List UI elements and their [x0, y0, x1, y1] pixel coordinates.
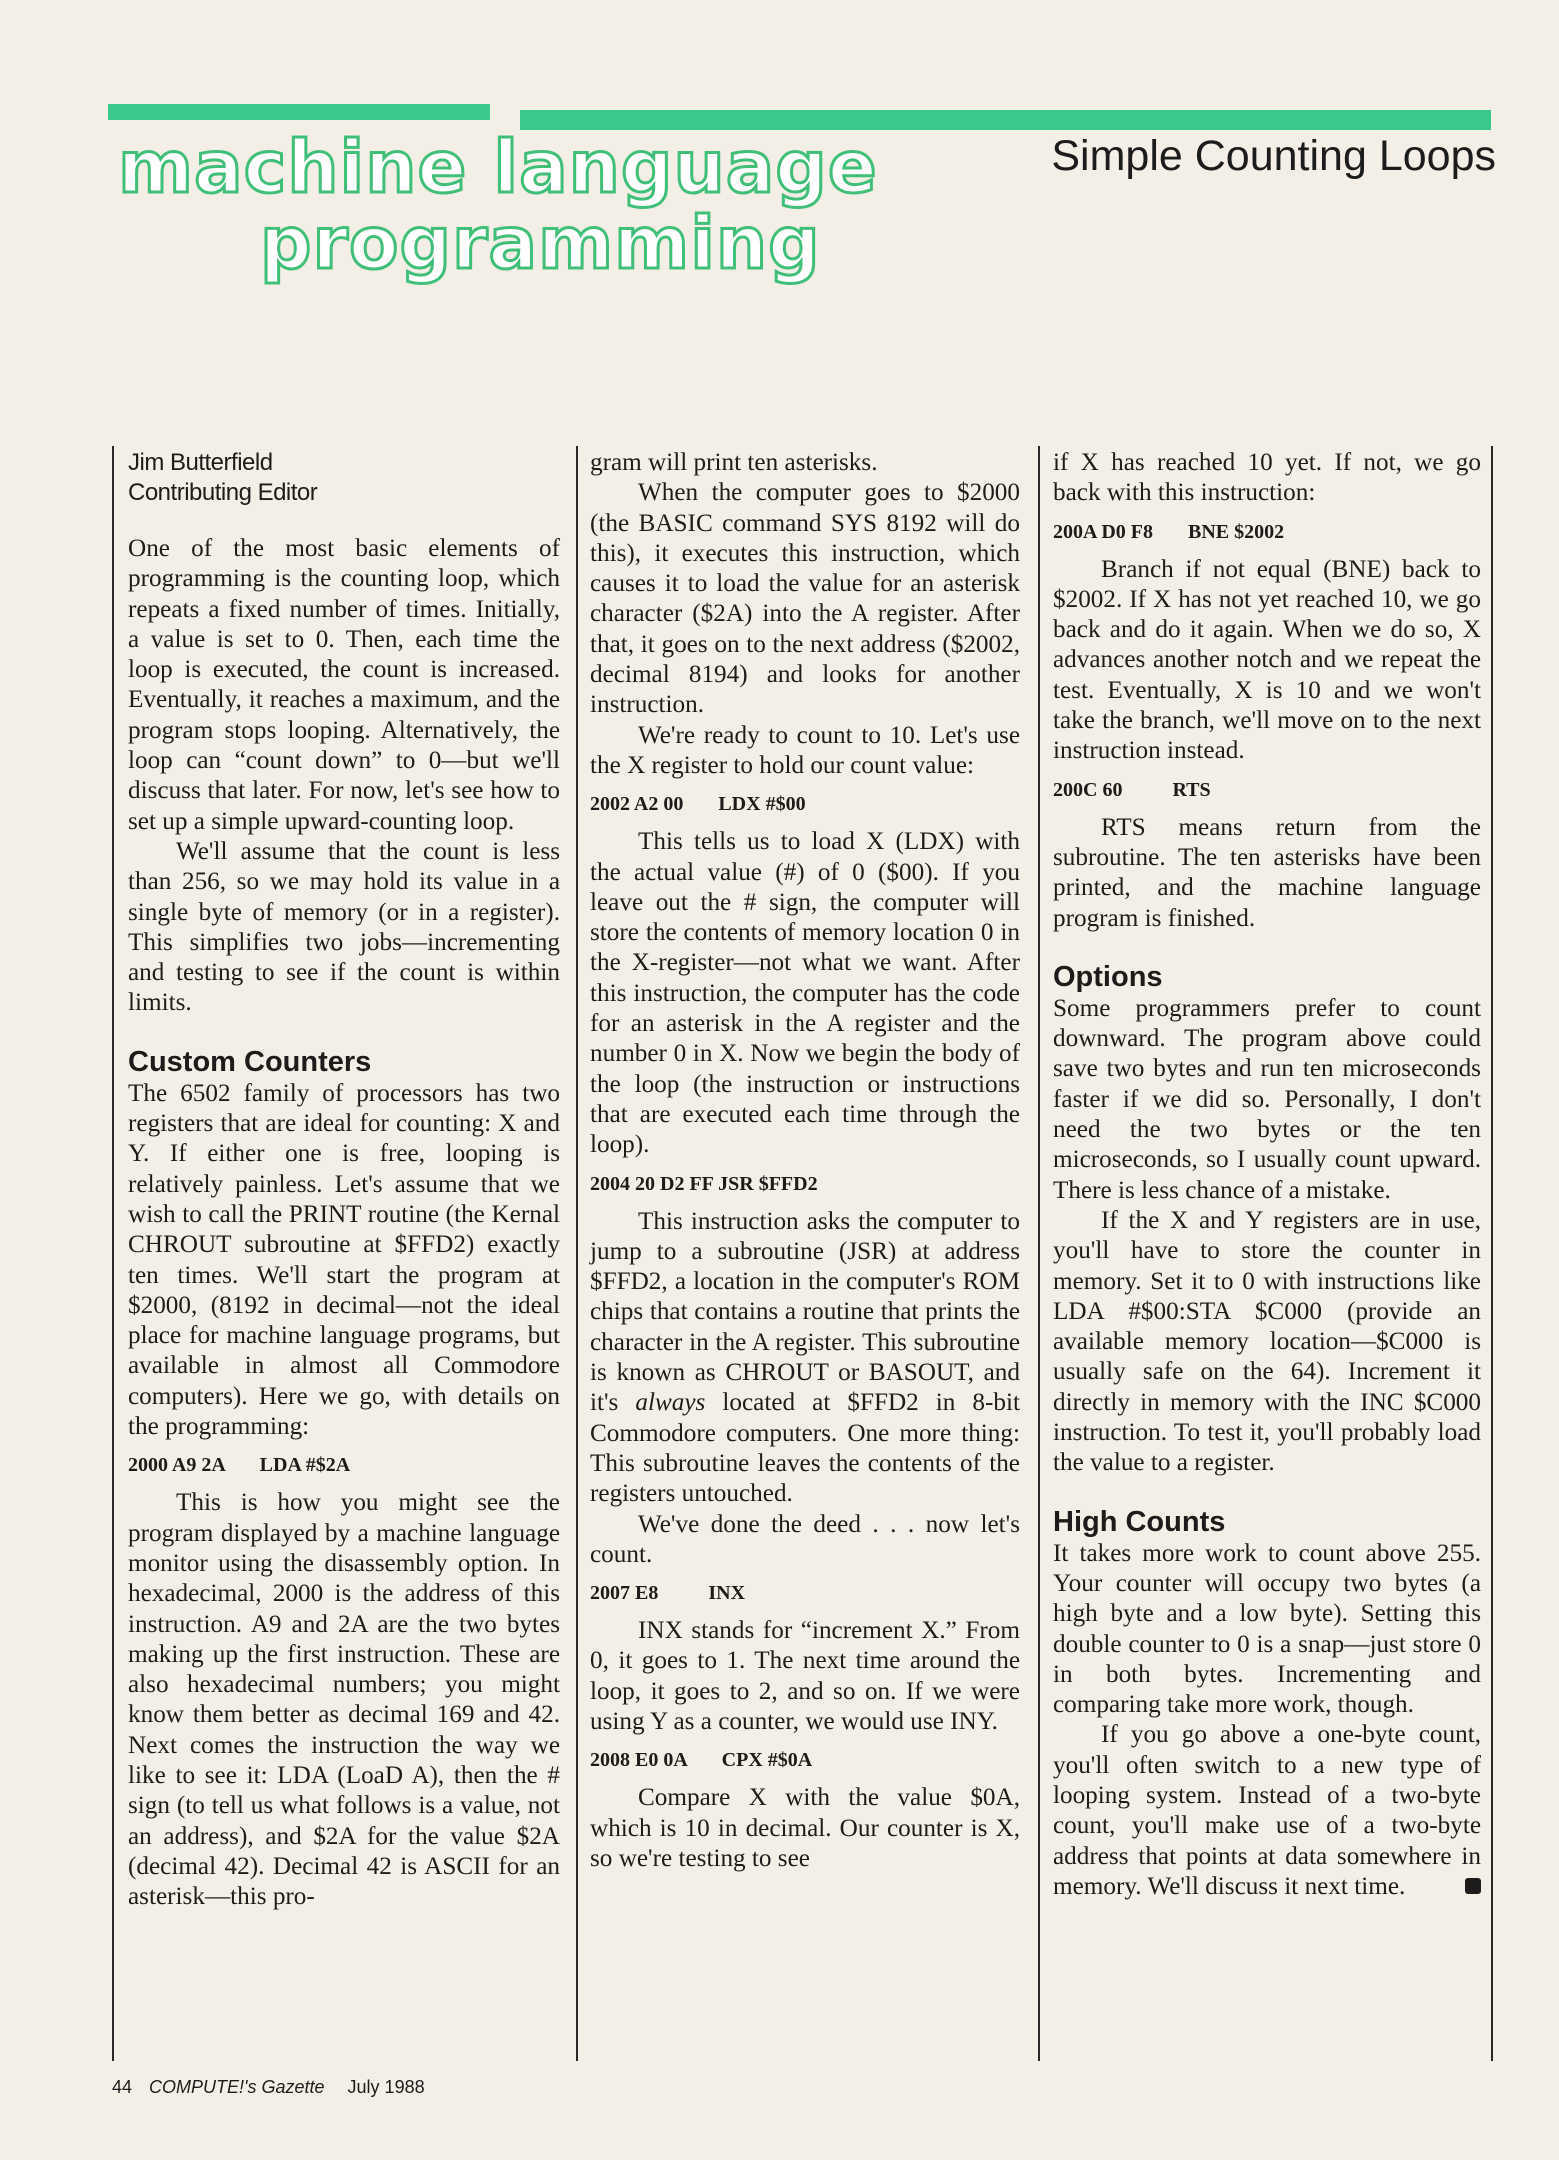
logo-line-2: programming: [260, 201, 821, 285]
byline: [128, 448, 560, 508]
code-line: 2002 A2 00 LDX #$00: [590, 793, 806, 816]
page-footer: [112, 2077, 425, 2098]
column-rule-1: [112, 446, 114, 2061]
column-logo: [118, 125, 898, 305]
paragraph: One of the most basic elements of programming is the counting loop, which repeats a fixed number of times. Initially, a value is set to 0. Then, each time the loop is executed, the count is increased. Eventually, it reaches a maximum, and the program stops looping. Alternatively, the loop can “count down” to 0—but we'll discuss that later. For now, let's see how to set up a simple upward-counting loop.: [128, 535, 560, 835]
author-role: Contributing Editor: [128, 479, 318, 506]
section-heading-options: Options: [1053, 960, 1163, 993]
text-column-1: [128, 448, 560, 2068]
paragraph: It takes more work to count above 255. Your counter will occupy two bytes (a high byte and a low byte). Setting this double counter to 0 is a snap—just store 0 in both bytes. Incrementing and comparing take more work, though.: [1053, 1539, 1481, 1719]
code-line: 200A D0 F8 BNE $2002: [1053, 520, 1285, 543]
code-line: 2000 A9 2A LDA #$2A: [128, 1454, 351, 1477]
paragraph: Compare X with the value $0A, which is 10 in decimal. Our counter is X, so we're testing to see: [590, 1784, 1020, 1872]
code-line: 2008 E0 0A CPX #$0A: [590, 1749, 813, 1772]
section-heading-custom-counters: Custom Counters: [128, 1045, 372, 1078]
paragraph: We'll assume that the count is less than 256, so we may hold its value in a single byte of memory (or in a register). This simplifies two jobs—incrementing and testing to see if the count is within limits.: [128, 837, 560, 1017]
paragraph: if X has reached 10 yet. If not, we go back with this instruction:: [1053, 449, 1481, 507]
column-rule-3: [1038, 446, 1040, 2061]
text-run: If you go above a one-byte count, you'll often switch to a new type of looping system. Instead of a two-byte count, you'll make use of a two-byte address that points at data somewhere in memory. We'll discuss it next time.: [1053, 1721, 1481, 1900]
logo-line-1: machine language: [118, 125, 878, 209]
article-title: Simple Counting Loops: [1051, 132, 1496, 180]
emphasis-text: always: [635, 1389, 706, 1417]
paragraph: If the X and Y registers are in use, you'll have to store the counter in memory. Set it to 0 with instructions like LDA #$00:STA $C000 (provide an available memory location—$C000 is usually safe on the 64). Increment it directly in memory with the INC $C000 instruction. To test it, you'll probably load the value to a register.: [1053, 1206, 1481, 1477]
paragraph: INX stands for “increment X.” From 0, it goes to 1. The next time around the loop, it goes to 2, and so on. If we were using Y as a counter, we would use INY.: [590, 1617, 1020, 1735]
paragraph: We've done the deed . . . now let's count.: [590, 1510, 1020, 1568]
magazine-name: COMPUTE!'s Gazette: [149, 2077, 325, 2097]
paragraph: Some programmers prefer to count downward. The program above could save two bytes and run ten microseconds faster if we did so. Personally, I don't need the two bytes or the ten microseconds, so I usually count upward. There is less chance of a mistake.: [1053, 994, 1481, 1204]
page-number: 44: [112, 2077, 133, 2097]
paragraph: This is how you might see the program displayed by a machine language monitor using the disassembly option. In hexadecimal, 2000 is the address of this instruction. A9 and 2A are the two bytes making up the first instruction. These are also hexadecimal numbers; you might know them better as decimal 169 and 42. Next comes the instruction the way we like to see it: LDA (LoaD A), then the # sign (to tell us what follows is a value, not an address), and $2A for the value $2A (decimal 42). Decimal 42 is ASCII for an asterisk—this pro-: [128, 1489, 560, 1911]
paragraph: This tells us to load X (LDX) with the actual value (#) of 0 ($00). If you leave out the # sign, the computer will store the contents of memory location 0 in the X-register—not what we want. After this instruction, the computer has the code for an asterisk in the A register and the number 0 in X. Now we begin the body of the loop (the instruction or instructions that are executed each time through the loop).: [590, 828, 1020, 1159]
paragraph: Branch if not equal (BNE) back to $2002. If X has not yet reached 10, we go back and do it again. When we do so, X advances another notch and we repeat the test. Eventually, X is 10 and we won't take the branch, we'll move on to the next instruction instead.: [1053, 555, 1481, 765]
paragraph: We're ready to count to 10. Let's use the X register to hold our count value:: [590, 721, 1020, 779]
issue-date: July 1988: [347, 2077, 425, 2097]
paragraph: [1053, 1720, 1481, 1902]
text-column-3: [1053, 448, 1481, 2068]
code-line: 2007 E8 INX: [590, 1582, 746, 1605]
end-mark-icon: [1465, 1878, 1481, 1894]
paragraph: RTS means return from the subroutine. The ten asterisks have been printed, and the machine language program is finished.: [1053, 813, 1481, 932]
paragraph: When the computer goes to $2000 (the BASIC command SYS 8192 will do this), it executes this instruction, which causes it to load the value for an asterisk character ($2A) into the A register. After that, it goes on to the next address ($2002, decimal 8194) and looks for another instruction.: [590, 479, 1020, 719]
code-line: 2004 20 D2 FF JSR $FFD2: [590, 1172, 818, 1195]
column-rule-4: [1491, 446, 1493, 2061]
text-run: located at $FFD2 in 8-bit Commodore computers. One more thing: This subroutine leaves the contents of the registers untouched.: [590, 1389, 1020, 1508]
text-run: This instruction asks the computer to jump to a subroutine (JSR) at address $FFD2, a location in the computer's ROM chips that contains a routine that prints the character in the A register. This subroutine is known as CHROUT or BASOUT, and it's: [590, 1207, 1020, 1417]
paragraph: [590, 1207, 1020, 1510]
code-line: 200C 60 RTS: [1053, 778, 1211, 801]
column-rule-2: [576, 446, 578, 2061]
section-heading-high-counts: High Counts: [1053, 1505, 1226, 1538]
header-accent-bar-left: [108, 104, 490, 120]
paragraph: gram will print ten asterisks.: [590, 449, 878, 476]
author-name: Jim Butterfield: [128, 449, 273, 476]
paragraph: The 6502 family of processors has two registers that are ideal for counting: X and Y. If either one is free, looping is relatively painless. Let's assume that we wish to call the PRINT routine (the Kernal CHROUT subroutine at $FFD2) exactly ten times. We'll start the program at $2000, (8192 in decimal—not the ideal place for machine language programs, but available in almost all Commodore computers). Here we go, with details on the programming:: [128, 1079, 560, 1441]
text-column-2: [590, 448, 1020, 2068]
